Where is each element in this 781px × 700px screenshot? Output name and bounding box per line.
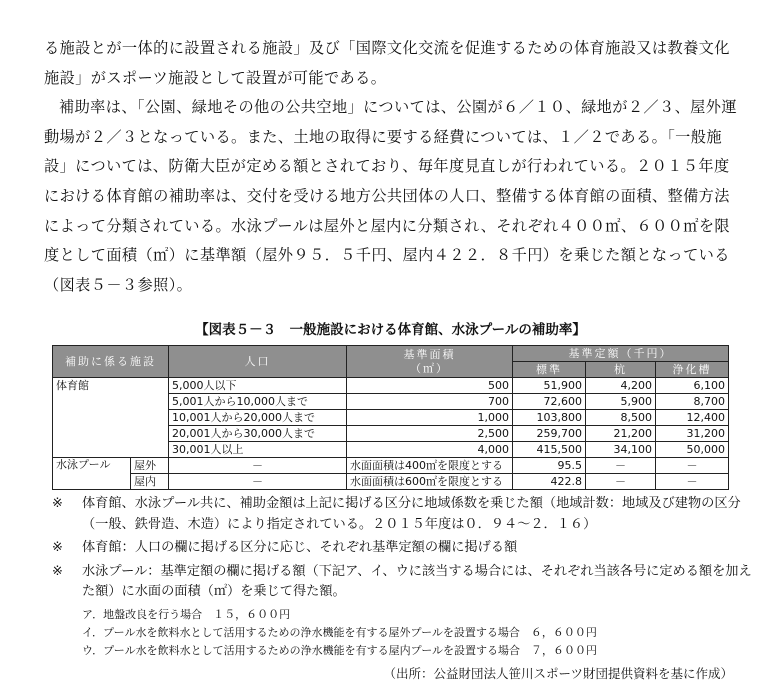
pool-septic: － [656,458,729,474]
table-header-row [53,346,729,362]
gym-standard: 259,700 [513,426,586,442]
note-mark: ※ [52,563,64,579]
gym-septic: 8,700 [656,394,729,410]
gym-standard: 72,600 [513,394,586,410]
table-row [53,394,729,410]
note-1 [52,494,752,535]
gym-area: 700 [347,394,513,410]
gym-label: 体育館 [53,378,169,394]
note-3-text: 水泳プール：基準定額の欄に掲げる額（下記ア、イ、ウに該当する場合には、それぞれ当該各号に定める額を加えた額）に水面の面積（㎡）を乗じて得た額。 [82,563,752,599]
gym-population: 10,001人から20,000人まで [169,410,347,426]
intro-paragraph-1: る施設とが一体的に設置される施設」及び「国際文化交流を促進するための体育施設又は教養文化施設」がスポーツ施設として設置が可能である。 [44,39,730,87]
gym-area: 4,000 [347,442,513,458]
gym-pile: 8,500 [586,410,656,426]
pool-area: 水面面積は400㎡を限度とする [347,458,513,474]
header-amount: 基準定額（千円） [513,346,729,362]
intro-paragraph-2: 補助率は、「公園、緑地その他の公共空地」については、公園が６／１０、緑地が２／３、屋外運動場が２／３となっている。また、土地の取得に要する経費については、１／２である。「一般施設」については、防衛大臣が定める額とされており、毎年度見直しが行われている。２０１５年度における体育館の補助率は、交付を受ける地方公共団体の人口、整備する体育館の面積、整備方法によって分類されている。水泳プールは屋外と屋内に分類され、それぞれ４００㎡、６００㎡を限度として面積（㎡）に基準額（屋外９５．５千円、屋内４２２．８千円）を乗じた額となっている（図表５－３参照）。 [44,98,737,294]
note-2-text: 体育館：人口の欄に掲げる区分に応じ、それぞれ基準定額の欄に掲げる額 [82,540,518,555]
note-2 [52,538,752,559]
header-area-unit: （㎡） [410,361,449,375]
gym-pile: 5,900 [586,394,656,410]
gym-standard: 51,900 [513,378,586,394]
source-credit: （出所：公益財団法人笹川スポーツ財団提供資料を基に作成） [383,666,733,681]
table-row [53,378,729,394]
gym-septic: 50,000 [656,442,729,458]
gym-population: 20,001人から30,000人まで [169,426,347,442]
header-area-label: 基準面積 [403,347,456,361]
intro-text [44,34,744,300]
gym-pile: 21,200 [586,426,656,442]
gym-area: 500 [347,378,513,394]
table-caption: 【図表５－３ 一般施設における体育館、水泳プールの補助率】 [195,322,586,338]
pool-pile: － [586,474,656,490]
header-standard: 標準 [513,362,586,378]
table-row [53,426,729,442]
pool-type: 屋外 [131,458,169,474]
notes [52,494,752,660]
header-category: 補助に係る施設 [53,346,169,378]
gym-septic: 12,400 [656,410,729,426]
gym-standard: 415,500 [513,442,586,458]
gym-pile: 34,100 [586,442,656,458]
gym-area: 1,000 [347,410,513,426]
table-row [53,442,729,458]
gym-area: 2,500 [347,426,513,442]
pool-type: 屋内 [131,474,169,490]
note-3 [52,562,752,603]
header-septic: 浄化槽 [656,362,729,378]
pool-standard: 422.8 [513,474,586,490]
header-pile: 杭 [586,362,656,378]
pool-label: 水泳プール [53,458,131,490]
note-sub-a: ア．地盤改良を行う場合 １５，６００円 [82,607,291,621]
note-1-text: 体育館、水泳プール共に、補助金額は上記に掲げる区分に地域係数を乗じた額（地域計数：地域及び建物の区分（一般、鉄骨造、木造）により指定されている。２０１５年度は０．９４～２．１６） [82,496,741,532]
header-area [347,346,513,378]
gym-standard: 103,800 [513,410,586,426]
pool-population: － [169,458,347,474]
note-sub-i: イ．プール水を飲料水として活用するための浄水機能を有する屋外プールを設置する場合 ６，６００円 [82,625,597,639]
table-row [53,410,729,426]
gym-population: 5,001人から10,000人まで [169,394,347,410]
subsidy-table [52,345,729,490]
table-row [53,458,729,474]
gym-population: 5,000人以下 [169,378,347,394]
note-mark: ※ [52,540,64,555]
note-sub-u: ウ．プール水を飲料水として活用するための浄水機能を有する屋内プールを設置する場合 ７，６００円 [82,643,598,657]
table-row [53,474,729,490]
gym-population: 30,001人以上 [169,442,347,458]
pool-pile: － [586,458,656,474]
pool-population: － [169,474,347,490]
gym-pile: 4,200 [586,378,656,394]
pool-area: 水面面積は600㎡を限度とする [347,474,513,490]
gym-septic: 31,200 [656,426,729,442]
header-population: 人口 [169,346,347,378]
pool-septic: － [656,474,729,490]
note-mark: ※ [52,496,64,511]
pool-standard: 95.5 [513,458,586,474]
gym-septic: 6,100 [656,378,729,394]
